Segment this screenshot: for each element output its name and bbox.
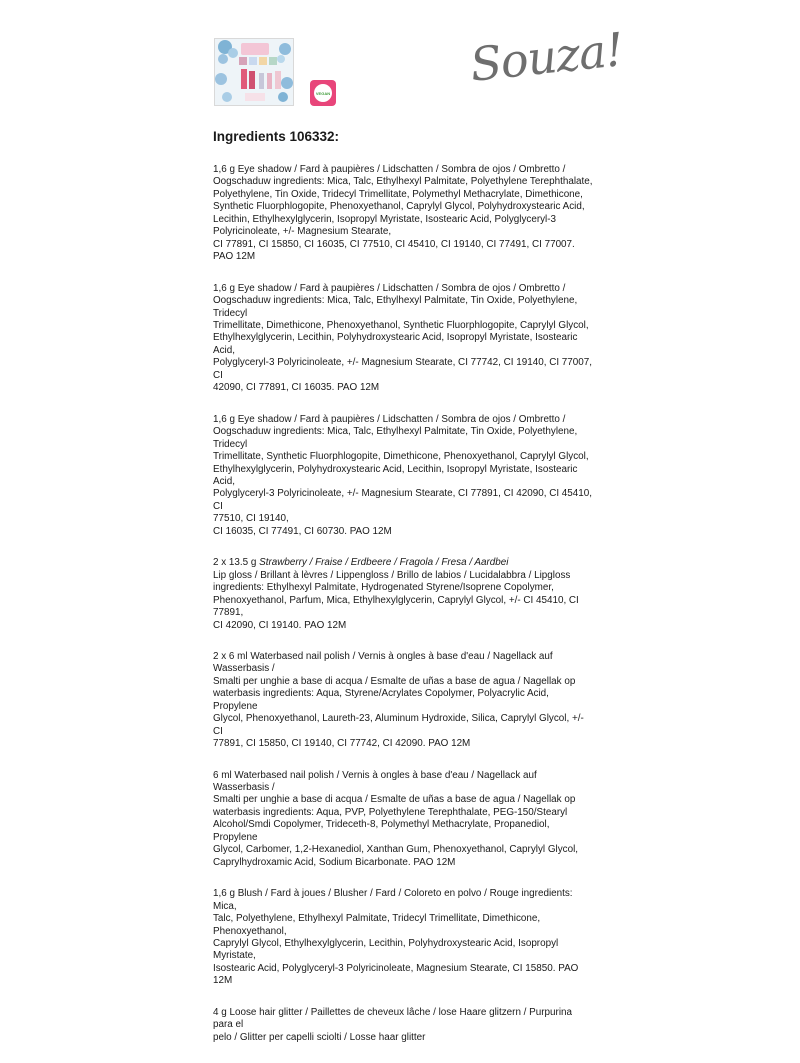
vegan-label: VEGAN [315,90,331,96]
ingredients-list [213,164,593,1063]
lipgloss-flavor: Strawberry / Fraise / Erdbeere / Fragola / Fresa / Aardbei [259,557,509,569]
page-title: Ingredients 106332: [213,129,340,144]
ingredient-block [213,557,593,632]
ingredient-text: Lip gloss / Brillant à lèvres / Lippengloss / Brillo de labios / Lucidalabbra / Lipgloss ingredients: Ethylhexyl Palmitate, Hydrogenated Styrene/Isoprene Copolymer, Phenoxyethanol, Parfum, Mica, Ethylhexylglycerin, Caprylyl Glycol, +/- CI 45410, CI 77891, CI 42090, CI 19140. PAO 12M [213,569,579,631]
product-box-image [214,38,294,106]
brand-logo: Souza! [467,22,626,92]
ingredient-block: 4 g Loose hair glitter / Paillettes de cheveux lâche / lose Haare glitzern / Purpurina para el pelo / Glitter per capelli sciolti / Losse haar glitter [213,1006,572,1043]
ingredient-block: 1,6 g Blush / Fard à joues / Blusher / Fard / Coloreto en polvo / Rouge ingredients: Mica, Talc, Polyethylene, Ethylhexyl Palmitate, Tridecyl Trimellitate, Dimethicone, Phenoxyethanol, Caprylyl Glycol, Ethylhexylglycerin, Lecithin, Polyhydroxystearic Acid, Isopropyl Myristate, Isostearic Acid, Polyglyceryl-3 Polyricinoleate, Magnesium Stearate, CI 15850. PAO 12M [213,888,579,987]
ingredient-prefix: 2 x 13.5 g [213,557,260,569]
vegan-badge [310,80,336,106]
ingredient-block: 6 ml Waterbased nail polish / Vernis à ongles à base d'eau / Nagellack auf Wasserbasis / Smalti per unghie a base di acqua / Esmalte de uñas a base de agua / Nagellak op waterbasis ingredients: Aqua, PVP, Polyethylene Terephthalate, PEG-150/Stearyl Alcohol/Smdi Copolymer, Trideceth-8, Polymethyl Methacrylate, Propanediol, Propylene Glycol, Carbomer, 1,2-Hexanediol, Xanthan Gum, Phenoxyethanol, Caprylyl Glycol, Caprylhydroxamic Acid, Sodium Bicarbonate. PAO 12M [213,769,579,868]
vegan-leaf-icon [314,84,332,102]
ingredient-block: 1,6 g Eye shadow / Fard à paupières / Lidschatten / Sombra de ojos / Ombretto / Oogschaduw ingredients: Mica, Talc, Ethylhexyl Palmitate, Tin Oxide, Polyethylene, Tridecyl Trimellitate, Synthetic Fluorphlogopite, Dimethicone, Phenoxyethanol, Caprylyl Glycol, Ethylhexylglycerin, Polyhydroxystearic Acid, Lecithin, Isopropyl Myristate, Isostearic Acid, Polyglyceryl-3 Polyricinoleate, +/- Magnesium Stearate, CI 77891, CI 42090, CI 45410, CI 77510, CI 19140, CI 16035, CI 77491, CI 60730. PAO 12M [213,413,593,537]
ingredient-block: 1,6 g Eye shadow / Fard à paupières / Lidschatten / Sombra de ojos / Ombretto / Oogschaduw ingredients: Mica, Talc, Ethylhexyl Palmitate, Tin Oxide, Polyethylene, Tridecyl Trimellitate, Dimethicone, Phenoxyethanol, Synthetic Fluorphlogopite, Caprylyl Glycol, Ethylhexylglycerin, Lecithin, Polyhydroxystearic Acid, Isopropyl Myristate, Isostearic Acid, Polyglyceryl-3 Polyricinoleate, +/- Magnesium Stearate, CI 77742, CI 19140, CI 77007, CI 42090, CI 77891, CI 16035. PAO 12M [213,282,593,394]
ingredient-block: 1,6 g Eye shadow / Fard à paupières / Lidschatten / Sombra de ojos / Ombretto / Oogschaduw ingredients: Mica, Talc, Ethylhexyl Palmitate, Polyethylene Terephthalate, Polyethylene, Tin Oxide, Tridecyl Trimellitate, Polymethyl Methacrylate, Dimethicone, Synthetic Fluorphlogopite, Phenoxyethanol, Caprylyl Glycol, Polyhydroxystearic Acid, Lecithin, Ethylhexylglycerin, Isopropyl Myristate, Isostearic Acid, Polyglyceryl-3 Polyricinoleate, +/- Magnesium Stearate, CI 77891, CI 15850, CI 16035, CI 77510, CI 45410, CI 19140, CI 77491, CI 77007. PAO 12M [213,164,593,263]
ingredient-block: 2 x 6 ml Waterbased nail polish / Vernis à ongles à base d'eau / Nagellack auf Wasserbasis / Smalti per unghie a base di acqua / Esmalte de uñas a base de agua / Nagellak op waterbasis ingredients: Aqua, Styrene/Acrylates Copolymer, Polyacrylic Acid, Propylene Glycol, Phenoxyethanol, Laureth-23, Aluminum Hydroxide, Silica, Caprylyl Glycol, +/- CI 77891, CI 15850, CI 19140, CI 77742, CI 42090. PAO 12M [213,650,584,750]
